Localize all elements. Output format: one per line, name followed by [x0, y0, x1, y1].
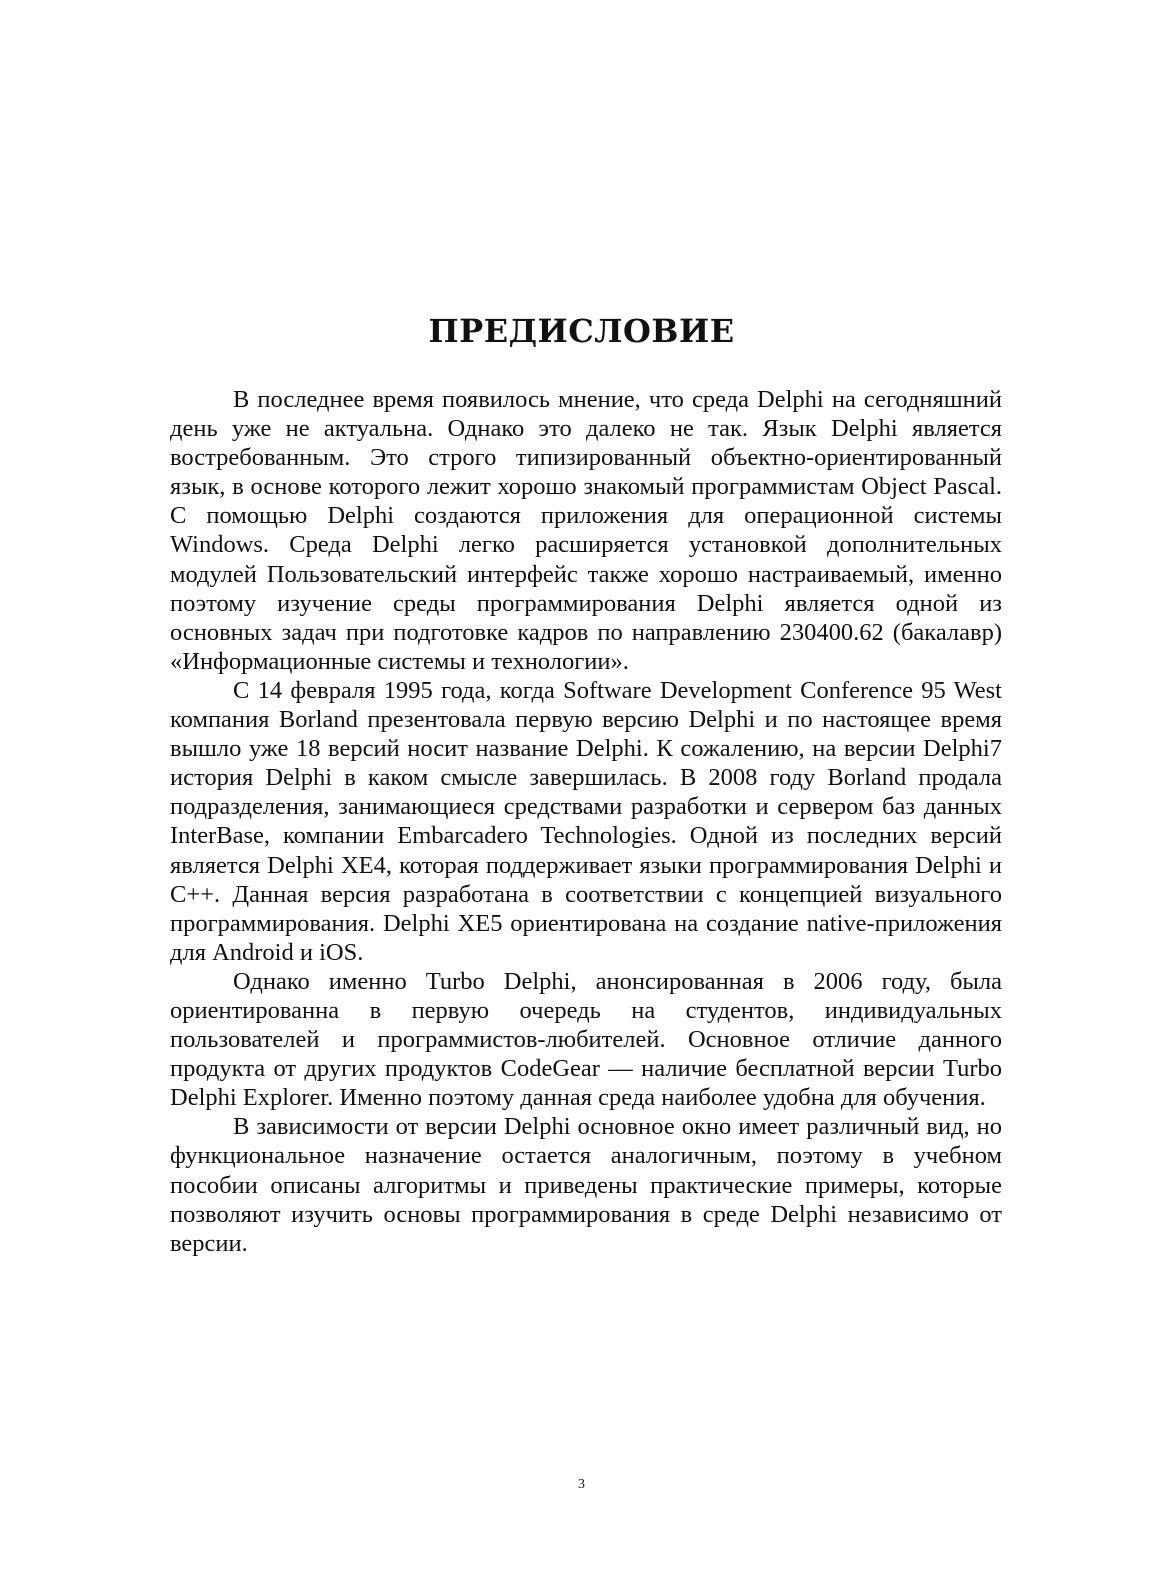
paragraph-4: В зависимости от версии Delphi основное окно имеет различный вид, но функциональное назначение остается аналогичным, поэтому в учебном пособии описаны алгоритмы и приведены практические примеры, которые позволяют изучить основы программирования в среде Delphi независимо от версии. [170, 1113, 1002, 1257]
paragraph-2: С 14 февраля 1995 года, когда Software Development Conference 95 West компания Borland презентовала первую версию Delphi и по настоящее время вышло уже 18 версий носит название Delphi. К сожалению, на версии Delphi7 история Delphi в каком смысле завершилась. В 2008 году Borland продала подразделения, занимающиеся средствами разработки и сервером баз данных InterBase, компании Embarcadero Technologies. Одной из последних версий является Delphi XE4, которая поддерживает языки программирования Delphi и C++. Данная версия разработана в соответствии с концепцией визуального программирования. Delphi XE5 ориентирована на создание native-приложения для Android и iOS. [170, 676, 1002, 966]
body-text [170, 385, 1002, 1258]
paragraph-1: В последнее время появилось мнение, что среда Delphi на сегодняшний день уже не актуальна. Однако это далеко не так. Язык Delphi является востребованным. Это строго типизированный объектно-ориентированный язык, в основе которого лежит хорошо знакомый программистам Object Pascal. С помощью Delphi создаются приложения для операционной системы Windows. Среда Delphi легко расширяется установкой дополнительных модулей Пользовательский интерфейс также хорошо настраиваемый, именно поэтому изучение среды программирования Delphi является одной из основных задач при подготовке кадров по направлению 230400.62 (бакалавр) «Информационные системы и технологии». [170, 386, 1002, 675]
page-number: 3 [578, 1477, 585, 1492]
paragraph-3: Однако именно Turbo Delphi, анонсированная в 2006 году, была ориентированна в первую очередь на студентов, индивидуальных пользователей и программистов-любителей. Основное отличие данного продукта от других продуктов CodeGear — наличие бесплатной версии Turbo Delphi Explorer. Именно поэтому данная среда наиболее удобна для обучения. [170, 967, 1002, 1112]
page-title: ПРЕДИСЛОВИЕ [428, 312, 735, 350]
